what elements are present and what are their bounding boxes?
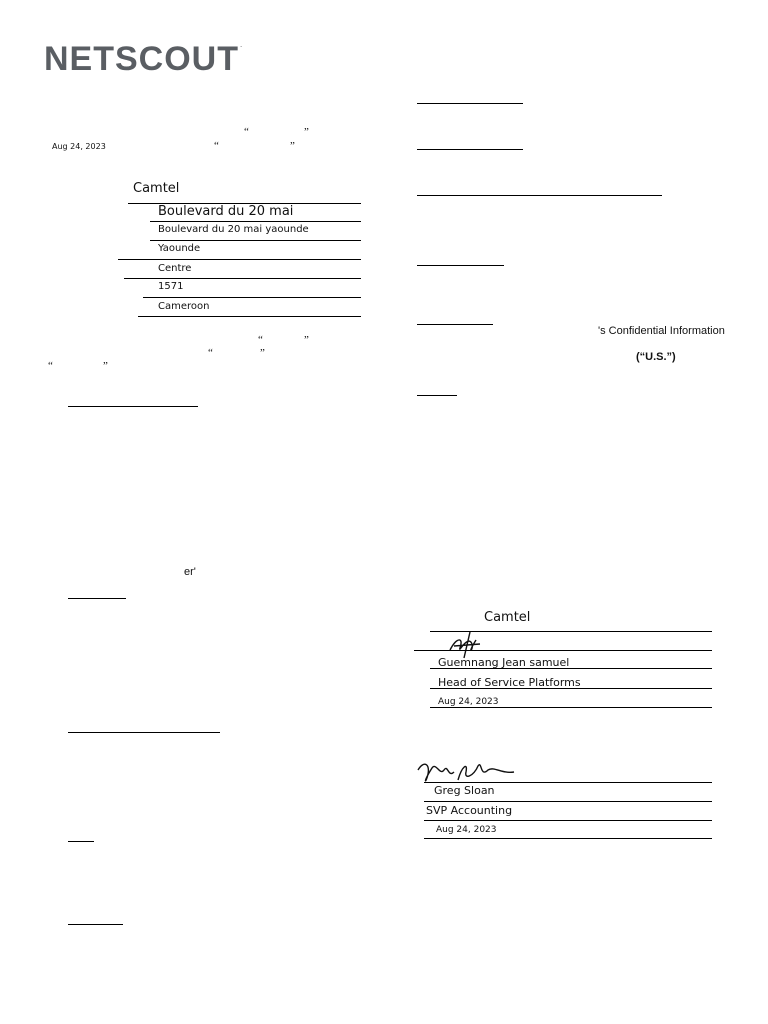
quote-close: ” bbox=[260, 347, 265, 359]
section-heading-underline bbox=[68, 406, 198, 407]
signatory-name: Guemnang Jean samuel bbox=[438, 656, 570, 669]
quote-open: “ bbox=[258, 334, 263, 346]
quote-open: “ bbox=[244, 126, 249, 138]
signature-line bbox=[424, 801, 712, 802]
text-fragment-er: er' bbox=[184, 566, 196, 578]
section-heading-underline bbox=[68, 598, 126, 599]
section-heading-underline bbox=[417, 195, 662, 196]
netscout-logo bbox=[44, 40, 243, 79]
quote-close: ” bbox=[304, 126, 309, 138]
quote-open: “ bbox=[214, 140, 219, 152]
signature-line bbox=[414, 650, 712, 651]
divider bbox=[118, 259, 361, 260]
address-line2: Boulevard du 20 mai yaounde bbox=[158, 224, 309, 235]
signatory-name: Greg Sloan bbox=[434, 784, 495, 797]
section-heading-underline bbox=[417, 149, 523, 150]
address-postal-code: 1571 bbox=[158, 281, 184, 292]
section-heading-underline bbox=[417, 265, 504, 266]
text-fragment-confidential: 's Confidential Information bbox=[598, 325, 725, 337]
signature-line bbox=[430, 688, 712, 689]
quote-open: “ bbox=[48, 360, 53, 372]
counterparty-name: Camtel bbox=[133, 181, 180, 196]
quote-close: ” bbox=[304, 334, 309, 346]
signature-line bbox=[430, 707, 712, 708]
divider bbox=[138, 316, 361, 317]
section-heading-underline bbox=[417, 103, 523, 104]
quote-open: “ bbox=[208, 347, 213, 359]
address-city: Yaounde bbox=[158, 243, 201, 254]
signature-date: Aug 24, 2023 bbox=[436, 825, 497, 835]
signature-line bbox=[424, 782, 712, 783]
divider bbox=[143, 297, 361, 298]
quote-close: ” bbox=[290, 140, 295, 152]
section-heading-underline bbox=[417, 324, 493, 325]
divider bbox=[150, 221, 361, 222]
text-fragment-us: (“U.S.”) bbox=[636, 351, 676, 363]
logo-trademark: . bbox=[240, 40, 244, 49]
quote-close: ” bbox=[103, 360, 108, 372]
signature-line bbox=[424, 838, 712, 839]
signatory-company: Camtel bbox=[484, 610, 531, 625]
divider bbox=[150, 240, 361, 241]
divider bbox=[124, 278, 361, 279]
signature-line bbox=[430, 668, 712, 669]
signature-line bbox=[424, 820, 712, 821]
section-heading-underline bbox=[68, 924, 123, 925]
section-heading-underline bbox=[68, 841, 94, 842]
effective-date: Aug 24, 2023 bbox=[52, 142, 106, 151]
section-heading-underline bbox=[417, 395, 457, 396]
address-line1: Boulevard du 20 mai bbox=[158, 204, 294, 219]
signatory-title: Head of Service Platforms bbox=[438, 676, 581, 689]
signatory-title: SVP Accounting bbox=[426, 804, 513, 817]
section-heading-underline bbox=[68, 732, 220, 733]
address-country: Cameroon bbox=[158, 301, 210, 312]
logo-text: NETSCOUT bbox=[44, 40, 239, 78]
signature-date: Aug 24, 2023 bbox=[438, 697, 499, 707]
address-region: Centre bbox=[158, 263, 192, 274]
